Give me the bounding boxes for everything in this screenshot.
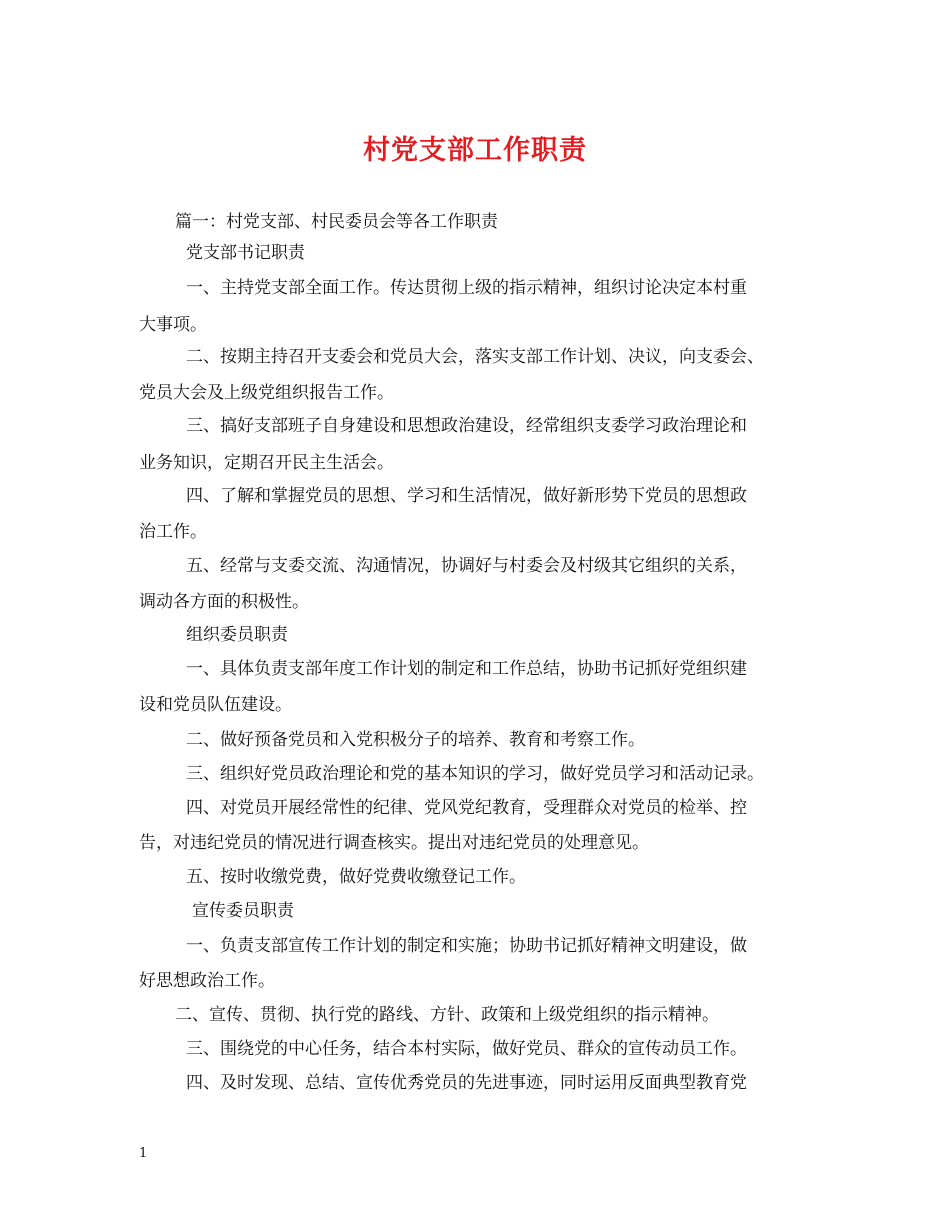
paragraph-line: 二、按期主持召开支委会和党员大会，落实支部工作计划、决议，向支委会、 xyxy=(186,347,764,367)
paragraph-line: 四、了解和掌握党员的思想、学习和生活情况，做好新形势下党员的思想政 xyxy=(186,486,747,506)
paragraph-line: 三、组织好党员政治理论和党的基本知识的学习，做好党员学习和活动记录。 xyxy=(186,764,764,784)
document-title: 村党支部工作职责 xyxy=(363,135,587,166)
page-number: 1 xyxy=(139,1146,148,1161)
section-heading: 宣传委员职责 xyxy=(192,901,294,921)
paragraph-line: 一、主持党支部全面工作。传达贯彻上级的指示精神，组织讨论决定本村重 xyxy=(186,278,747,298)
paragraph-line: 篇一：村党支部、村民委员会等各工作职责 xyxy=(175,212,498,232)
paragraph-line: 二、宣传、贯彻、执行党的路线、方针、政策和上级党组织的指示精神。 xyxy=(175,1005,719,1025)
paragraph-line: 好思想政治工作。 xyxy=(139,971,275,991)
paragraph-line: 调动各方面的积极性。 xyxy=(139,592,309,612)
paragraph-line: 三、围绕党的中心任务，结合本村实际，做好党员、群众的宣传动员工作。 xyxy=(186,1039,747,1059)
paragraph-line: 五、按时收缴党费，做好党费收缴登记工作。 xyxy=(186,867,526,887)
paragraph-line: 业务知识，定期召开民主生活会。 xyxy=(139,453,394,473)
section-heading: 党支部书记职责 xyxy=(186,243,305,263)
paragraph-line: 党员大会及上级党组织报告工作。 xyxy=(139,383,394,403)
paragraph-line: 四、及时发现、总结、宣传优秀党员的先进事迹，同时运用反面典型教育党 xyxy=(186,1073,747,1093)
paragraph-line: 告，对违纪党员的情况进行调查核实。提出对违纪党员的处理意见。 xyxy=(139,833,649,853)
paragraph-line: 设和党员队伍建设。 xyxy=(139,695,292,715)
paragraph-line: 大事项。 xyxy=(139,315,207,335)
paragraph-line: 三、搞好支部班子自身建设和思想政治建设，经常组织支委学习政治理论和 xyxy=(186,416,747,436)
paragraph-line: 一、具体负责支部年度工作计划的制定和工作总结，协助书记抓好党组织建 xyxy=(186,659,747,679)
section-heading: 组织委员职责 xyxy=(186,625,288,645)
paragraph-line: 治工作。 xyxy=(139,522,207,542)
paragraph-line: 二、做好预备党员和入党积极分子的培养、教育和考察工作。 xyxy=(186,730,645,750)
paragraph-line: 四、对党员开展经常性的纪律、党风党纪教育，受理群众对党员的检举、控 xyxy=(186,798,747,818)
paragraph-line: 五、经常与支委交流、沟通情况，协调好与村委会及村级其它组织的关系， xyxy=(186,556,747,576)
paragraph-line: 一、负责支部宣传工作计划的制定和实施；协助书记抓好精神文明建设，做 xyxy=(186,936,747,956)
